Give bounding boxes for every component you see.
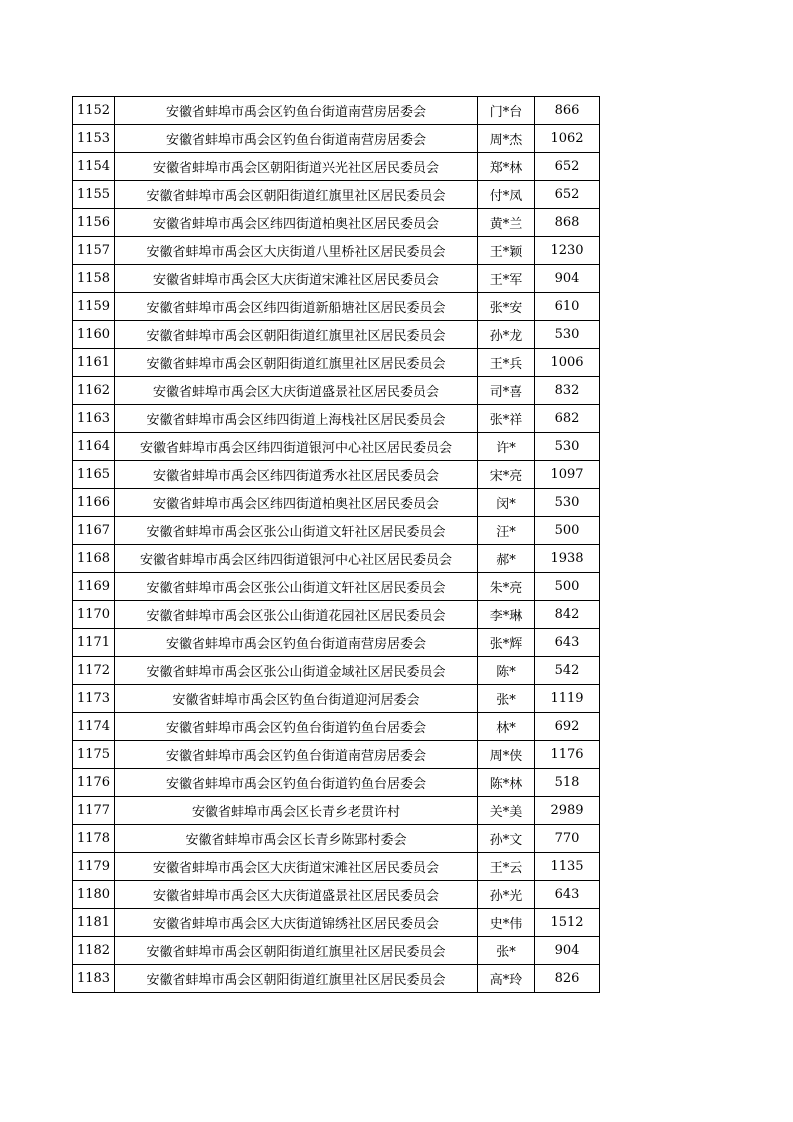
row-id-cell: 1161 bbox=[73, 349, 115, 377]
table-row bbox=[73, 601, 600, 629]
address-cell: 安徽省蚌埠市禹会区大庆街道盛景社区居民委员会 bbox=[115, 377, 478, 405]
amount-cell: 866 bbox=[535, 97, 600, 125]
name-cell: 孙*文 bbox=[478, 825, 535, 853]
address-cell: 安徽省蚌埠市禹会区大庆街道盛景社区居民委员会 bbox=[115, 881, 478, 909]
name-cell: 孙*光 bbox=[478, 881, 535, 909]
table-row bbox=[73, 545, 600, 573]
row-id-cell: 1183 bbox=[73, 965, 115, 993]
amount-cell: 1062 bbox=[535, 125, 600, 153]
amount-cell: 682 bbox=[535, 405, 600, 433]
amount-cell: 652 bbox=[535, 153, 600, 181]
address-cell: 安徽省蚌埠市禹会区长青乡陈郢村委会 bbox=[115, 825, 478, 853]
row-id-cell: 1181 bbox=[73, 909, 115, 937]
amount-cell: 1230 bbox=[535, 237, 600, 265]
amount-cell: 1938 bbox=[535, 545, 600, 573]
name-cell: 王*兵 bbox=[478, 349, 535, 377]
row-id-cell: 1175 bbox=[73, 741, 115, 769]
row-id-cell: 1182 bbox=[73, 937, 115, 965]
name-cell: 许* bbox=[478, 433, 535, 461]
amount-cell: 2989 bbox=[535, 797, 600, 825]
name-cell: 司*喜 bbox=[478, 377, 535, 405]
amount-cell: 1119 bbox=[535, 685, 600, 713]
name-cell: 王*颖 bbox=[478, 237, 535, 265]
name-cell: 张* bbox=[478, 685, 535, 713]
name-cell: 周*侠 bbox=[478, 741, 535, 769]
amount-cell: 842 bbox=[535, 601, 600, 629]
row-id-cell: 1179 bbox=[73, 853, 115, 881]
records-table bbox=[72, 96, 600, 993]
row-id-cell: 1171 bbox=[73, 629, 115, 657]
address-cell: 安徽省蚌埠市禹会区大庆街道锦绣社区居民委员会 bbox=[115, 909, 478, 937]
table-row bbox=[73, 965, 600, 993]
amount-cell: 643 bbox=[535, 881, 600, 909]
name-cell: 王*云 bbox=[478, 853, 535, 881]
row-id-cell: 1154 bbox=[73, 153, 115, 181]
name-cell: 门*台 bbox=[478, 97, 535, 125]
amount-cell: 868 bbox=[535, 209, 600, 237]
name-cell: 孙*龙 bbox=[478, 321, 535, 349]
amount-cell: 500 bbox=[535, 517, 600, 545]
table-row bbox=[73, 321, 600, 349]
row-id-cell: 1165 bbox=[73, 461, 115, 489]
row-id-cell: 1158 bbox=[73, 265, 115, 293]
row-id-cell: 1155 bbox=[73, 181, 115, 209]
amount-cell: 904 bbox=[535, 937, 600, 965]
address-cell: 安徽省蚌埠市禹会区钓鱼台街道钓鱼台居委会 bbox=[115, 713, 478, 741]
address-cell: 安徽省蚌埠市禹会区朝阳街道红旗里社区居民委员会 bbox=[115, 181, 478, 209]
row-id-cell: 1162 bbox=[73, 377, 115, 405]
address-cell: 安徽省蚌埠市禹会区纬四街道柏奥社区居民委员会 bbox=[115, 209, 478, 237]
table-row bbox=[73, 853, 600, 881]
address-cell: 安徽省蚌埠市禹会区朝阳街道红旗里社区居民委员会 bbox=[115, 349, 478, 377]
table-row bbox=[73, 909, 600, 937]
name-cell: 汪* bbox=[478, 517, 535, 545]
row-id-cell: 1156 bbox=[73, 209, 115, 237]
name-cell: 张*辉 bbox=[478, 629, 535, 657]
table-row bbox=[73, 405, 600, 433]
row-id-cell: 1170 bbox=[73, 601, 115, 629]
amount-cell: 530 bbox=[535, 433, 600, 461]
name-cell: 张* bbox=[478, 937, 535, 965]
name-cell: 关*美 bbox=[478, 797, 535, 825]
address-cell: 安徽省蚌埠市禹会区纬四街道柏奥社区居民委员会 bbox=[115, 489, 478, 517]
address-cell: 安徽省蚌埠市禹会区钓鱼台街道钓鱼台居委会 bbox=[115, 769, 478, 797]
table-row bbox=[73, 517, 600, 545]
name-cell: 周*杰 bbox=[478, 125, 535, 153]
table-row bbox=[73, 741, 600, 769]
row-id-cell: 1157 bbox=[73, 237, 115, 265]
row-id-cell: 1163 bbox=[73, 405, 115, 433]
address-cell: 安徽省蚌埠市禹会区大庆街道八里桥社区居民委员会 bbox=[115, 237, 478, 265]
address-cell: 安徽省蚌埠市禹会区纬四街道秀水社区居民委员会 bbox=[115, 461, 478, 489]
address-cell: 安徽省蚌埠市禹会区钓鱼台街道南营房居委会 bbox=[115, 741, 478, 769]
name-cell: 李*琳 bbox=[478, 601, 535, 629]
table-row bbox=[73, 937, 600, 965]
table-row bbox=[73, 713, 600, 741]
name-cell: 朱*亮 bbox=[478, 573, 535, 601]
name-cell: 郝* bbox=[478, 545, 535, 573]
table-row bbox=[73, 181, 600, 209]
address-cell: 安徽省蚌埠市禹会区纬四街道新船塘社区居民委员会 bbox=[115, 293, 478, 321]
amount-cell: 542 bbox=[535, 657, 600, 685]
table-row bbox=[73, 769, 600, 797]
row-id-cell: 1180 bbox=[73, 881, 115, 909]
name-cell: 高*玲 bbox=[478, 965, 535, 993]
row-id-cell: 1172 bbox=[73, 657, 115, 685]
row-id-cell: 1153 bbox=[73, 125, 115, 153]
table-row bbox=[73, 881, 600, 909]
address-cell: 安徽省蚌埠市禹会区张公山街道花园社区居民委员会 bbox=[115, 601, 478, 629]
amount-cell: 692 bbox=[535, 713, 600, 741]
name-cell: 张*祥 bbox=[478, 405, 535, 433]
table-row bbox=[73, 293, 600, 321]
table-row bbox=[73, 825, 600, 853]
name-cell: 付*凤 bbox=[478, 181, 535, 209]
row-id-cell: 1178 bbox=[73, 825, 115, 853]
address-cell: 安徽省蚌埠市禹会区张公山街道金域社区居民委员会 bbox=[115, 657, 478, 685]
name-cell: 林* bbox=[478, 713, 535, 741]
address-cell: 安徽省蚌埠市禹会区大庆街道宋滩社区居民委员会 bbox=[115, 265, 478, 293]
row-id-cell: 1173 bbox=[73, 685, 115, 713]
row-id-cell: 1167 bbox=[73, 517, 115, 545]
table-row bbox=[73, 265, 600, 293]
address-cell: 安徽省蚌埠市禹会区朝阳街道红旗里社区居民委员会 bbox=[115, 937, 478, 965]
amount-cell: 826 bbox=[535, 965, 600, 993]
address-cell: 安徽省蚌埠市禹会区张公山街道文轩社区居民委员会 bbox=[115, 517, 478, 545]
table-row bbox=[73, 461, 600, 489]
name-cell: 王*军 bbox=[478, 265, 535, 293]
row-id-cell: 1160 bbox=[73, 321, 115, 349]
table-row bbox=[73, 489, 600, 517]
table-row bbox=[73, 433, 600, 461]
name-cell: 黄*兰 bbox=[478, 209, 535, 237]
address-cell: 安徽省蚌埠市禹会区纬四街道银河中心社区居民委员会 bbox=[115, 545, 478, 573]
amount-cell: 610 bbox=[535, 293, 600, 321]
amount-cell: 1006 bbox=[535, 349, 600, 377]
amount-cell: 1135 bbox=[535, 853, 600, 881]
table-row bbox=[73, 153, 600, 181]
address-cell: 安徽省蚌埠市禹会区纬四街道银河中心社区居民委员会 bbox=[115, 433, 478, 461]
amount-cell: 518 bbox=[535, 769, 600, 797]
amount-cell: 1176 bbox=[535, 741, 600, 769]
name-cell: 张*安 bbox=[478, 293, 535, 321]
table-row bbox=[73, 629, 600, 657]
address-cell: 安徽省蚌埠市禹会区钓鱼台街道南营房居委会 bbox=[115, 629, 478, 657]
amount-cell: 904 bbox=[535, 265, 600, 293]
amount-cell: 832 bbox=[535, 377, 600, 405]
amount-cell: 530 bbox=[535, 489, 600, 517]
address-cell: 安徽省蚌埠市禹会区朝阳街道红旗里社区居民委员会 bbox=[115, 965, 478, 993]
table-row bbox=[73, 209, 600, 237]
table-row bbox=[73, 377, 600, 405]
row-id-cell: 1176 bbox=[73, 769, 115, 797]
name-cell: 史*伟 bbox=[478, 909, 535, 937]
address-cell: 安徽省蚌埠市禹会区朝阳街道红旗里社区居民委员会 bbox=[115, 321, 478, 349]
row-id-cell: 1177 bbox=[73, 797, 115, 825]
amount-cell: 1097 bbox=[535, 461, 600, 489]
table-row bbox=[73, 125, 600, 153]
address-cell: 安徽省蚌埠市禹会区钓鱼台街道南营房居委会 bbox=[115, 125, 478, 153]
table-row bbox=[73, 685, 600, 713]
table-row bbox=[73, 573, 600, 601]
row-id-cell: 1166 bbox=[73, 489, 115, 517]
address-cell: 安徽省蚌埠市禹会区钓鱼台街道迎河居委会 bbox=[115, 685, 478, 713]
row-id-cell: 1168 bbox=[73, 545, 115, 573]
row-id-cell: 1159 bbox=[73, 293, 115, 321]
address-cell: 安徽省蚌埠市禹会区大庆街道宋滩社区居民委员会 bbox=[115, 853, 478, 881]
table-row bbox=[73, 349, 600, 377]
row-id-cell: 1152 bbox=[73, 97, 115, 125]
address-cell: 安徽省蚌埠市禹会区纬四街道上海栈社区居民委员会 bbox=[115, 405, 478, 433]
records-table-body bbox=[73, 97, 600, 993]
table-row bbox=[73, 97, 600, 125]
amount-cell: 652 bbox=[535, 181, 600, 209]
amount-cell: 500 bbox=[535, 573, 600, 601]
name-cell: 陈*林 bbox=[478, 769, 535, 797]
address-cell: 安徽省蚌埠市禹会区朝阳街道兴光社区居民委员会 bbox=[115, 153, 478, 181]
amount-cell: 770 bbox=[535, 825, 600, 853]
table-row bbox=[73, 657, 600, 685]
table-row bbox=[73, 797, 600, 825]
name-cell: 闵* bbox=[478, 489, 535, 517]
table-row bbox=[73, 237, 600, 265]
name-cell: 宋*亮 bbox=[478, 461, 535, 489]
name-cell: 郑*林 bbox=[478, 153, 535, 181]
amount-cell: 1512 bbox=[535, 909, 600, 937]
row-id-cell: 1164 bbox=[73, 433, 115, 461]
address-cell: 安徽省蚌埠市禹会区钓鱼台街道南营房居委会 bbox=[115, 97, 478, 125]
address-cell: 安徽省蚌埠市禹会区张公山街道文轩社区居民委员会 bbox=[115, 573, 478, 601]
amount-cell: 530 bbox=[535, 321, 600, 349]
address-cell: 安徽省蚌埠市禹会区长青乡老贯许村 bbox=[115, 797, 478, 825]
amount-cell: 643 bbox=[535, 629, 600, 657]
name-cell: 陈* bbox=[478, 657, 535, 685]
row-id-cell: 1174 bbox=[73, 713, 115, 741]
row-id-cell: 1169 bbox=[73, 573, 115, 601]
